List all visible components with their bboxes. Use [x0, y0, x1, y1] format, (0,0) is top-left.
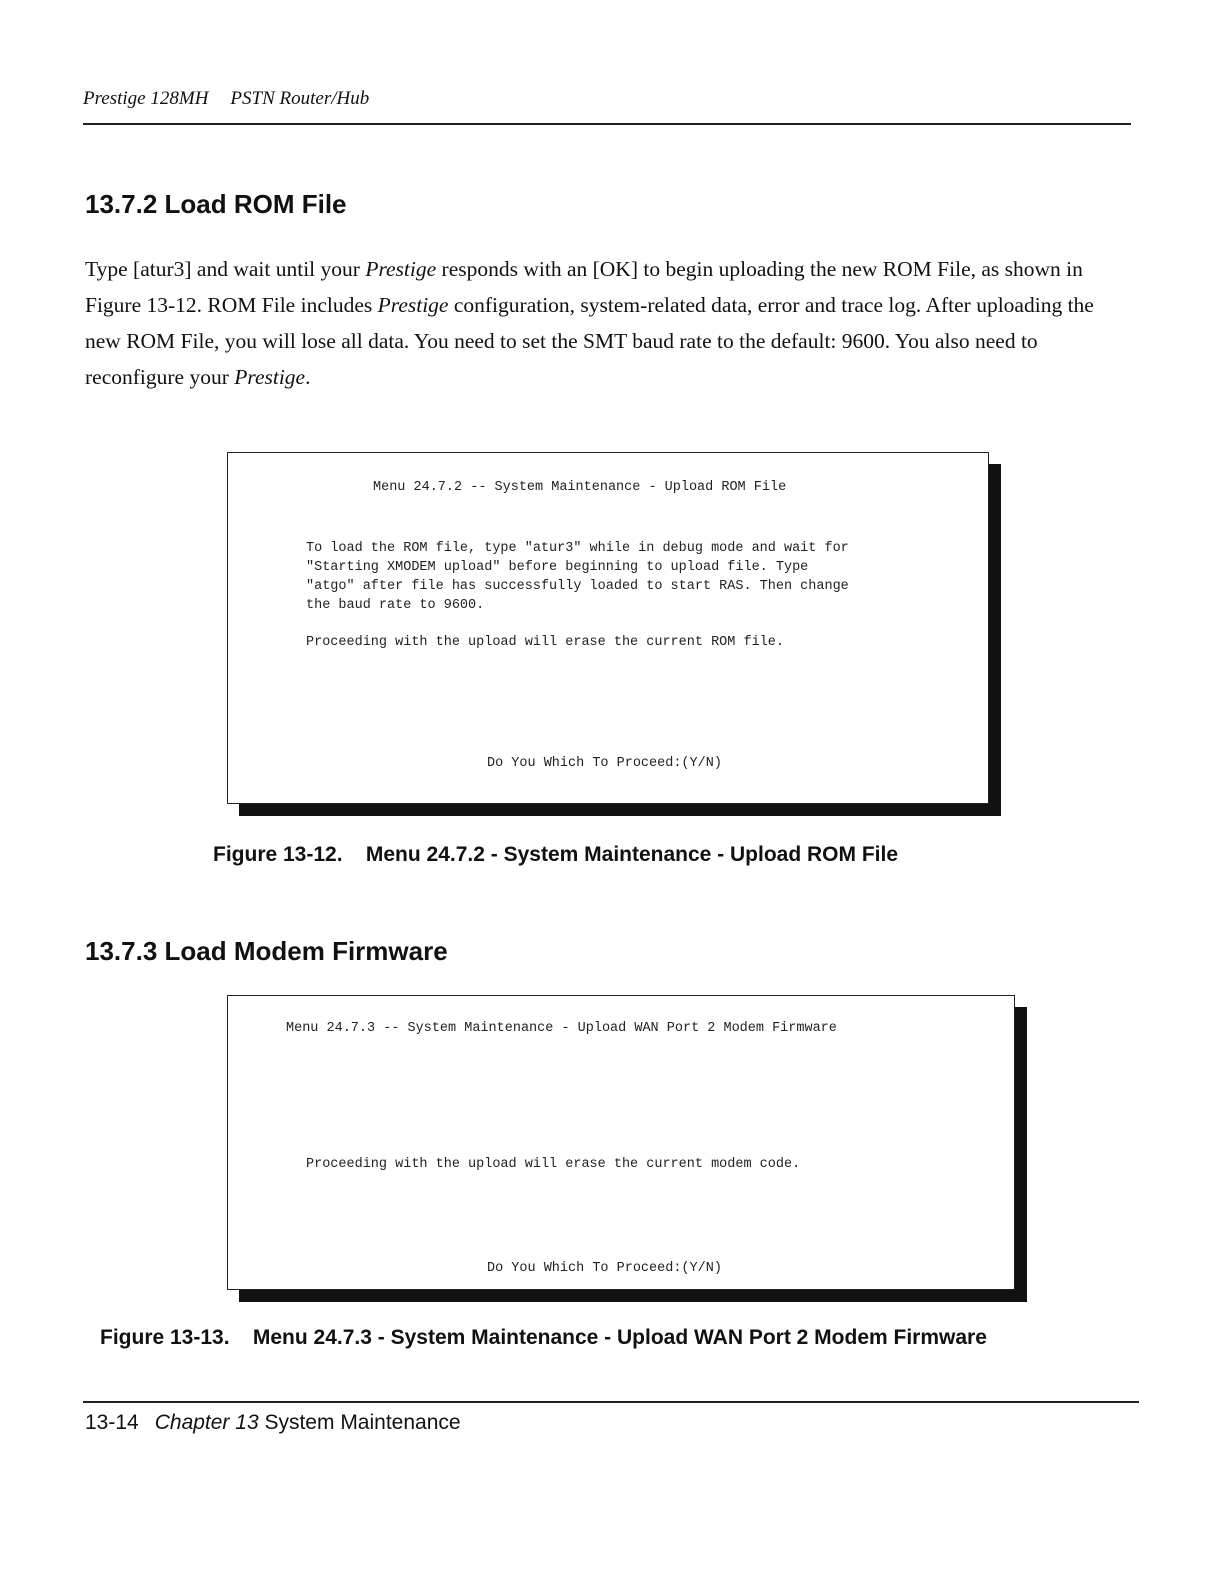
figure-caption: Figure 13-13. Menu 24.7.3 - System Maintenance - Upload WAN Port 2 Modem Firmware	[100, 1326, 987, 1349]
header-model: Prestige 128MH	[83, 88, 209, 109]
section-heading-load-modem: 13.7.3 Load Modem Firmware	[85, 936, 448, 966]
header-rule	[83, 123, 1131, 125]
terminal-warning: Proceeding with the upload will erase the current modem code.	[306, 1157, 801, 1172]
terminal-screen-upload-modem	[227, 995, 1015, 1290]
body-paragraph	[85, 251, 1135, 395]
footer-chapter: Chapter 13	[154, 1411, 259, 1434]
page-footer	[85, 1411, 461, 1435]
terminal-prompt: Do You Which To Proceed:(Y/N)	[487, 1261, 722, 1276]
paragraph-emphasis: Prestige	[234, 365, 306, 389]
paragraph-text: .	[305, 365, 311, 389]
paragraph-text: responds with an [OK] to begin uploading the new ROM File, as shown in Figure 13-12. ROM File includes	[85, 257, 1083, 317]
paragraph-emphasis: Prestige	[377, 293, 449, 317]
page-number: 13-14	[85, 1411, 139, 1434]
footer-chapter-title: System Maintenance	[264, 1411, 461, 1434]
terminal-title: Menu 24.7.3 -- System Maintenance - Upload WAN Port 2 Modem Firmware	[286, 1021, 837, 1036]
terminal-warning: Proceeding with the upload will erase the current ROM file.	[306, 635, 784, 650]
paragraph-text: configuration, system-related data, error and trace log. After uploading the new ROM File, you will lose all data. You need to set the SMT baud rate to the default: 9600. You also need to reconfigure your	[85, 293, 1094, 389]
paragraph-emphasis: Prestige	[365, 257, 437, 281]
terminal-title: Menu 24.7.2 -- System Maintenance - Upload ROM File	[373, 480, 787, 495]
page-header	[83, 88, 369, 110]
terminal-instructions: To load the ROM file, type "atur3" while in debug mode and wait for "Starting XMODEM upload" before beginning to upload file. Type "atgo" after file has successfully loaded to start RAS. Then change the baud rate to 9600.	[306, 541, 849, 613]
figure-caption: Figure 13-12. Menu 24.7.2 - System Maintenance - Upload ROM File	[213, 843, 899, 866]
section-heading-load-rom: 13.7.2 Load ROM File	[85, 189, 347, 219]
paragraph-text: Type [atur3] and wait until your	[85, 257, 366, 281]
footer-rule	[83, 1401, 1139, 1403]
header-product: PSTN Router/Hub	[230, 88, 370, 109]
terminal-prompt: Do You Which To Proceed:(Y/N)	[487, 756, 722, 771]
terminal-screen-upload-rom	[227, 452, 989, 804]
